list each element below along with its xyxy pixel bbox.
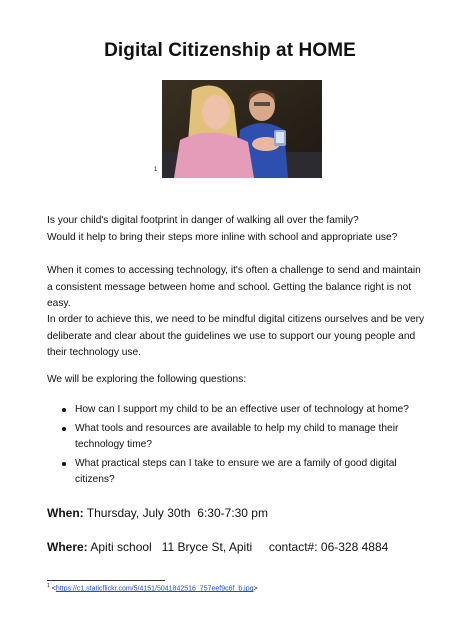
- photo-illustration: [162, 80, 322, 178]
- where-value: Apiti school 11 Bryce St, Apiti contact#: 06-328 4884: [87, 540, 389, 554]
- list-item: [47, 421, 427, 454]
- footnote-prefix: <: [49, 585, 56, 593]
- bullet-icon: [62, 408, 66, 412]
- footnote-suffix: >: [253, 585, 258, 593]
- page-title: Digital Citizenship at HOME: [104, 40, 356, 61]
- footnote: [47, 583, 258, 592]
- mindful-paragraph: In order to achieve this, we need to be mindful digital citizens ourselves and be very deliberate and clear about the guidelines we use to support our young people and their technology use.: [47, 314, 425, 358]
- footnote-marker: 1: [47, 583, 50, 589]
- list-item: [47, 456, 427, 489]
- where-label: Where:: [47, 540, 88, 554]
- question-text: What practical steps can I take to ensure we are a family of good digital citizens?: [75, 457, 397, 485]
- event-where: [47, 540, 388, 554]
- questions-list: [47, 402, 427, 491]
- when-label: When:: [47, 506, 84, 520]
- footnote-divider: [47, 580, 165, 581]
- photo-footnote-marker: 1: [154, 167, 158, 173]
- bullet-icon: [62, 427, 66, 431]
- question-text: What tools and resources are available to help my child to manage their technology time?: [75, 422, 399, 450]
- event-when: [47, 506, 268, 520]
- question-text: How can I support my child to be an effective user of technology at home?: [75, 404, 409, 415]
- header-photo: [162, 80, 322, 178]
- intro-text: Is your child's digital footprint in danger of walking all over the family? Would it help to bring their steps more inline with school and appropriate use?: [47, 215, 398, 243]
- questions-intro: We will be exploring the following questions:: [47, 374, 247, 385]
- footnote-link[interactable]: https://c1.staticflickr.com/5/4151/5041842516_757eef9c6f_b.jpg: [55, 585, 254, 593]
- list-item: [47, 402, 427, 419]
- when-value: Thursday, July 30th 6:30-7:30 pm: [83, 506, 268, 520]
- bullet-icon: [62, 462, 66, 466]
- intro-paragraph: [47, 213, 427, 246]
- challenge-paragraph: When it comes to accessing technology, it's often a challenge to send and maintain a consistent message between home and school. Getting the balance right is not easy.: [47, 265, 421, 309]
